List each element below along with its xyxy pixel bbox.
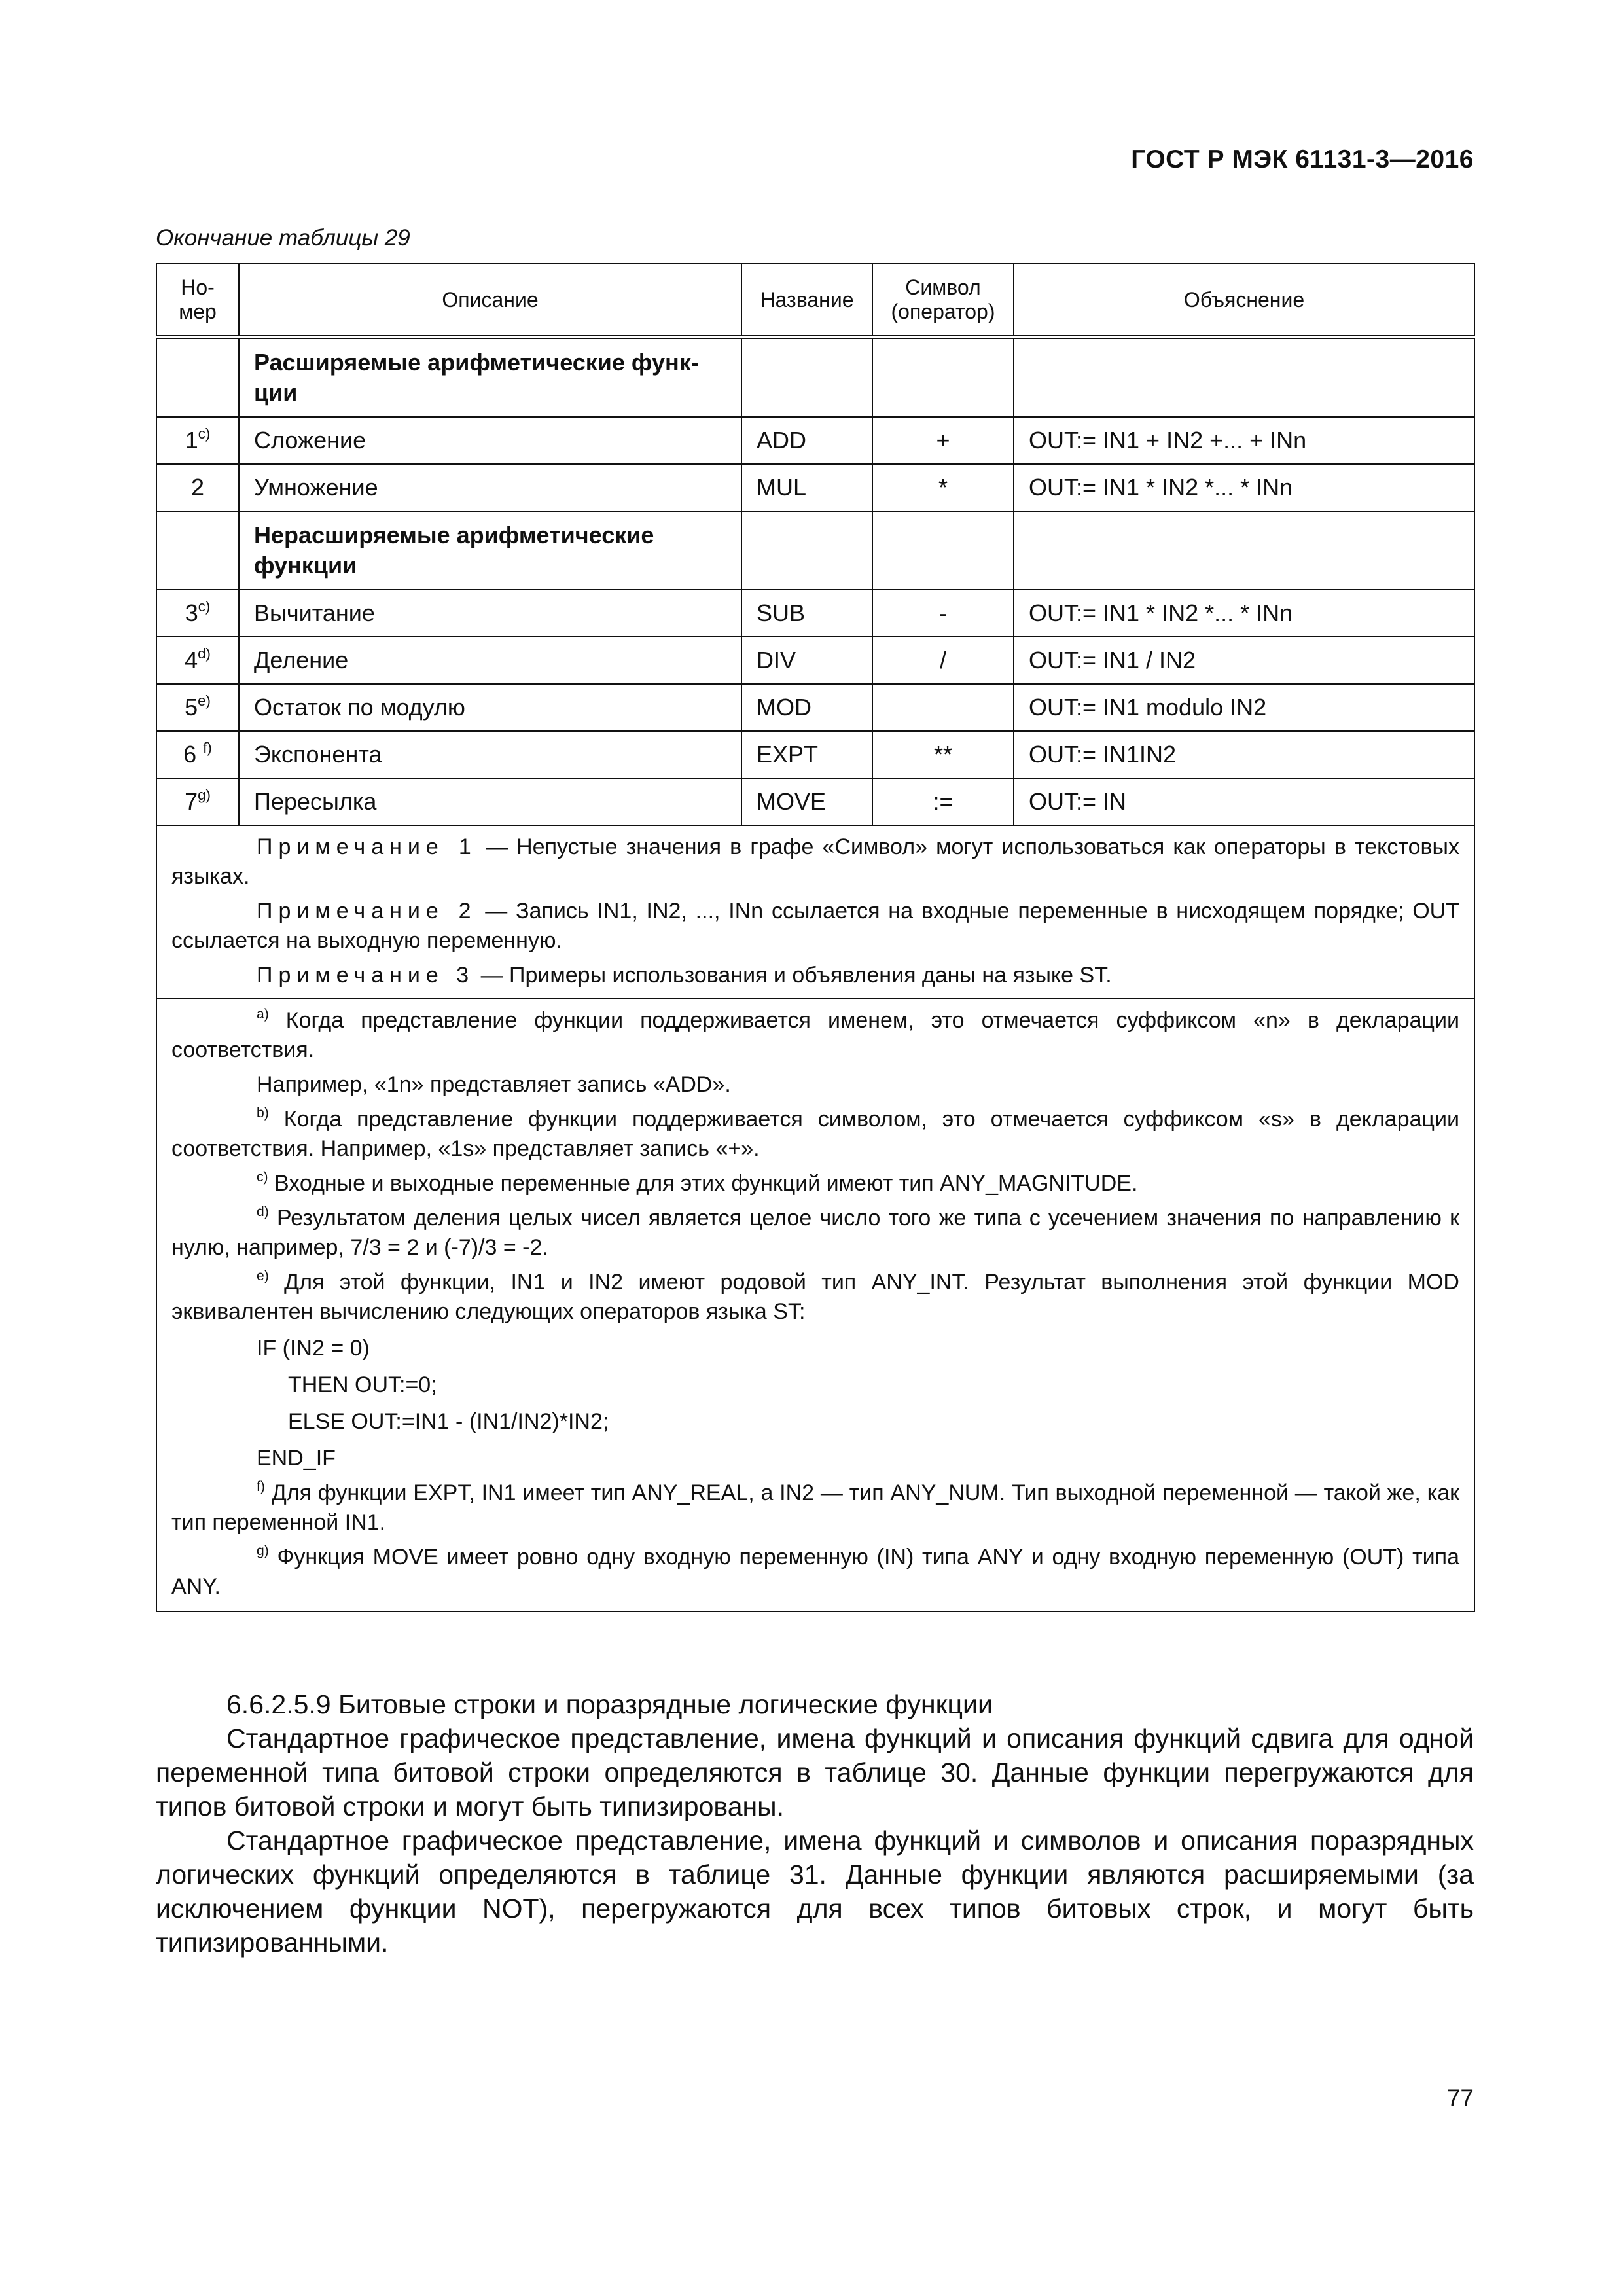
note-label: Примечание 1	[257, 834, 477, 859]
note-text: — Примеры использования и объявления даны на языке ST.	[474, 963, 1112, 988]
row-number	[156, 464, 239, 511]
col-header-description: Описание	[239, 264, 741, 337]
notes-row	[156, 825, 1474, 999]
row-explanation: OUT:= IN1 + IN2 +... + INn	[1014, 417, 1474, 464]
row-name: MOD	[741, 684, 872, 731]
table-cell	[1014, 511, 1474, 590]
row-explanation: OUT:= IN1 modulo IN2	[1014, 684, 1474, 731]
col-header-number-line2: мер	[179, 300, 217, 323]
table-caption: Окончание таблицы 29	[156, 225, 410, 251]
table-row	[156, 464, 1474, 511]
code-line: ELSE OUT:=IN1 - (IN1/IN2)*IN2;	[288, 1409, 609, 1434]
row-symbol: *	[872, 464, 1014, 511]
row-name: ADD	[741, 417, 872, 464]
table-row	[156, 684, 1474, 731]
notes-cell	[156, 825, 1474, 999]
footnote-text: Когда представление функции поддерживается именем, это отмечается суффиксом «n» в декларации соответствия.	[171, 1008, 1459, 1062]
functions-table	[156, 263, 1475, 1612]
col-header-symbol-line2: (оператор)	[891, 300, 995, 323]
row-number-value: 6	[183, 741, 204, 768]
table-row	[156, 637, 1474, 684]
footnote-mark: a)	[257, 1006, 269, 1022]
footnote-text: Функция MOVE имеет ровно одну входную переменную (IN) типа ANY и одну входную переменную (OUT) типа ANY.	[171, 1545, 1459, 1599]
row-explanation: OUT:= IN1 * IN2 *... * INn	[1014, 464, 1474, 511]
group-row-extensible	[156, 337, 1474, 417]
col-header-explanation: Объяснение	[1014, 264, 1474, 337]
footnote-mark: d)	[257, 1204, 269, 1219]
code-line: IF (IN2 = 0)	[257, 1336, 370, 1361]
code-line: END_IF	[257, 1446, 336, 1471]
row-name: DIV	[741, 637, 872, 684]
footnote-text: Когда представление функции поддерживается символом, это отмечается суффиксом «s» в декларации соответствия. Например, «1s» представляет запись «+».	[171, 1107, 1459, 1161]
footnote-mark: b)	[257, 1105, 269, 1121]
paragraph: Стандартное графическое представление, имена функций и описания функций сдвига для одной переменной типа битовой строки определяются в таблице 30. Данные функции перегружаются для типов битовой строки и могут быть типизированы.	[156, 1723, 1474, 1821]
note-3	[171, 961, 1459, 990]
row-description: Вычитание	[239, 590, 741, 637]
footnote-mark: c)	[257, 1169, 268, 1185]
row-explanation: OUT:= IN1 / IN2	[1014, 637, 1474, 684]
footnote-a	[171, 1006, 1459, 1065]
row-number	[156, 778, 239, 825]
row-symbol: /	[872, 637, 1014, 684]
row-name: MUL	[741, 464, 872, 511]
footnote-f	[171, 1479, 1459, 1537]
row-symbol: :=	[872, 778, 1014, 825]
paragraph: Стандартное графическое представление, имена функций и символов и описания поразрядных логических функций определяются в таблице 31. Данные функции являются расширяемыми (за исключением функции NOT), перегружаются для всех типов битовых строк, и могут быть типизированными.	[156, 1825, 1474, 1958]
col-header-symbol-line1: Символ	[905, 276, 981, 299]
table-row	[156, 731, 1474, 778]
row-number-value: 2	[190, 474, 205, 501]
note-2	[171, 897, 1459, 956]
table-row	[156, 778, 1474, 825]
note-text: — Запись IN1, IN2, ..., INn ссылается на входные переменные в нисходящем порядке; OUT ссылается на выходную переменную.	[171, 899, 1460, 953]
row-footnote-mark: c)	[198, 598, 211, 615]
footnote-b	[171, 1105, 1459, 1164]
row-footnote-mark: d)	[198, 645, 211, 662]
col-header-symbol	[872, 264, 1014, 337]
row-symbol: +	[872, 417, 1014, 464]
row-footnote-mark: g)	[198, 786, 211, 803]
row-number-value: 4	[185, 647, 198, 673]
row-description: Сложение	[239, 417, 741, 464]
row-number	[156, 590, 239, 637]
row-number-value: 1	[185, 427, 198, 454]
col-header-number-line1: Но-	[181, 276, 215, 299]
document-header: ГОСТ Р МЭК 61131-3—2016	[1131, 145, 1474, 173]
footnotes-cell	[156, 999, 1474, 1611]
row-number	[156, 684, 239, 731]
group-title-non-extensible: Нерасширяемые арифметические функции	[239, 511, 741, 590]
row-symbol	[872, 684, 1014, 731]
note-label: Примечание 3	[257, 963, 475, 988]
table-row	[156, 417, 1474, 464]
row-name: EXPT	[741, 731, 872, 778]
col-header-name: Название	[741, 264, 872, 337]
row-symbol: -	[872, 590, 1014, 637]
table-row	[156, 590, 1474, 637]
group-title-extensible: Расширяемые арифметические функ-ции	[239, 337, 741, 417]
note-1	[171, 833, 1459, 891]
footnote-mark: f)	[257, 1479, 265, 1494]
footnote-text: Входные и выходные переменные для этих функций имеют тип ANY_MAGNITUDE.	[268, 1171, 1138, 1196]
body-text	[156, 1687, 1474, 1960]
code-line: THEN OUT:=0;	[288, 1372, 437, 1397]
col-header-number	[156, 264, 239, 337]
footnote-mark: e)	[257, 1268, 269, 1283]
note-text: — Непустые значения в графе «Символ» могут использоваться как операторы в текстовых языках.	[171, 834, 1459, 889]
footnote-text: Для функции EXPT, IN1 имеет тип ANY_REAL, a IN2 — тип ANY_NUM. Тип выходной переменной — такой же, как тип переменной IN1.	[171, 1480, 1459, 1535]
table-cell	[741, 337, 872, 417]
row-name: MOVE	[741, 778, 872, 825]
row-number-value: 5	[185, 694, 198, 721]
row-description: Экспонента	[239, 731, 741, 778]
row-description: Остаток по модулю	[239, 684, 741, 731]
footnotes-row	[156, 999, 1474, 1611]
table-cell	[156, 337, 239, 417]
table-cell	[872, 337, 1014, 417]
group-row-non-extensible	[156, 511, 1474, 590]
row-number-value: 7	[185, 788, 198, 815]
page-number: 77	[1446, 2085, 1474, 2111]
table-cell	[1014, 337, 1474, 417]
footnote-d	[171, 1204, 1459, 1263]
footnote-text: Для этой функции, IN1 и IN2 имеют родовой тип ANY_INT. Результат выполнения этой функции MOD эквивалентен вычислению следующих операторов языка ST:	[171, 1270, 1459, 1324]
table-cell	[156, 511, 239, 590]
row-symbol: **	[872, 731, 1014, 778]
table-cell	[741, 511, 872, 590]
footnote-mark: g)	[257, 1543, 269, 1558]
footnote-a-example: Например, «1n» представляет запись «ADD».	[257, 1072, 731, 1097]
table-cell	[872, 511, 1014, 590]
footnote-e	[171, 1268, 1459, 1327]
row-explanation: OUT:= IN1IN2	[1014, 731, 1474, 778]
row-description: Деление	[239, 637, 741, 684]
table-header-row	[156, 264, 1474, 337]
note-label: Примечание 2	[257, 899, 477, 924]
row-footnote-mark: f)	[203, 739, 212, 756]
row-number	[156, 637, 239, 684]
row-number-value: 3	[185, 600, 198, 626]
footnote-text: Результатом деления целых чисел является целое число того же типа с усечением значения по направлению к нулю, например, 7/3 = 2 и (-7)/3 = -2.	[171, 1206, 1459, 1260]
row-name: SUB	[741, 590, 872, 637]
footnote-g	[171, 1543, 1459, 1602]
row-description: Пересылка	[239, 778, 741, 825]
row-description: Умножение	[239, 464, 741, 511]
row-footnote-mark: c)	[198, 425, 211, 442]
row-footnote-mark: e)	[198, 692, 211, 709]
row-explanation: OUT:= IN1 * IN2 *... * INn	[1014, 590, 1474, 637]
section-heading: 6.6.2.5.9 Битовые строки и поразрядные логические функции	[226, 1689, 993, 1719]
row-number	[156, 417, 239, 464]
footnote-c	[171, 1169, 1459, 1198]
row-number	[156, 731, 239, 778]
row-explanation: OUT:= IN	[1014, 778, 1474, 825]
